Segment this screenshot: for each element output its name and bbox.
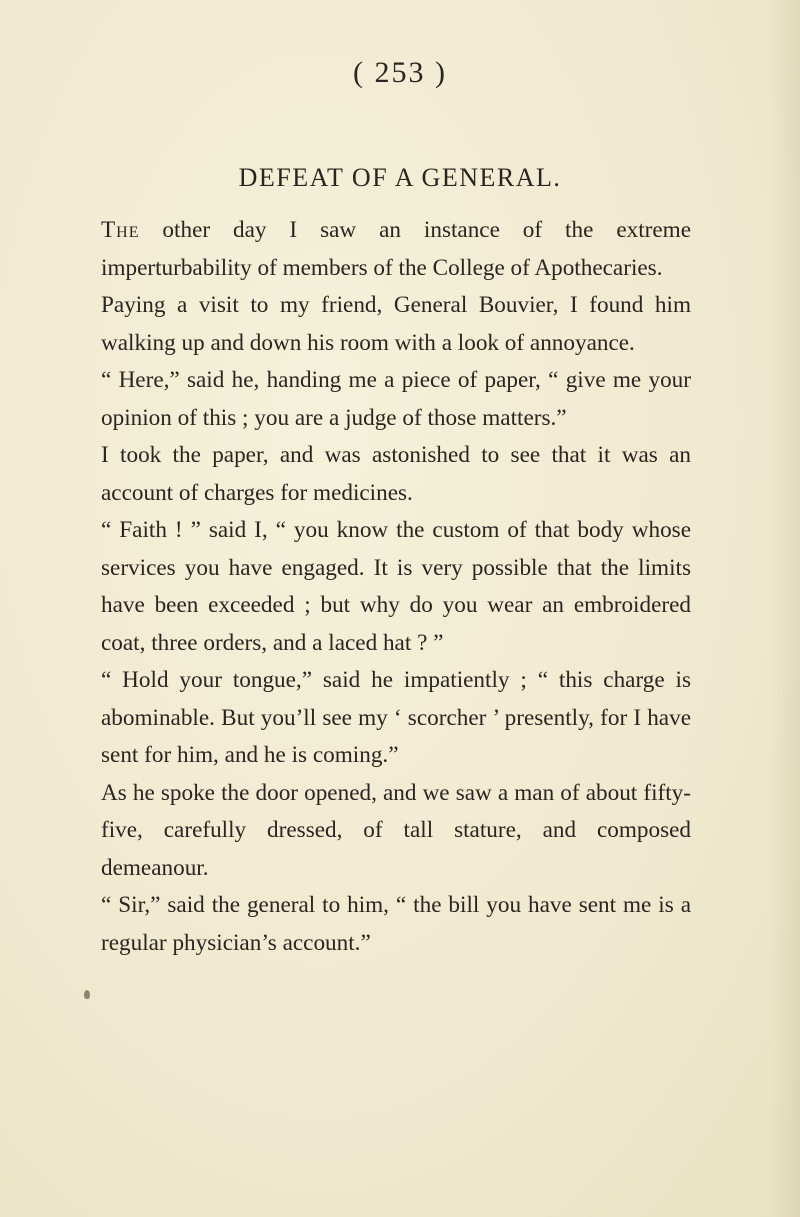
paragraph-lead: The xyxy=(101,217,140,243)
paragraph-text: other day I saw an instance of the extreme imperturbability of members of the College of Apothecaries. xyxy=(101,217,691,281)
paragraph xyxy=(101,212,691,287)
paragraph: “ Hold your tongue,” said he impatiently ; “ this charge is abominable. But you’ll see my ‘ scorcher ’ presently, for I have sent for him, and he is coming.” xyxy=(101,667,691,768)
body-text xyxy=(101,212,691,962)
paragraph: As he spoke the door opened, and we saw a man of about fifty-five, carefully dressed, of tall stature, and composed demeanour. xyxy=(101,779,691,881)
ink-blot xyxy=(84,990,90,999)
page-number: ( 253 ) xyxy=(353,56,447,89)
paragraph: “ Faith ! ” said I, “ you know the custom of that body whose services you have engaged. It is very possible that the limits have been exceeded ; but why do you wear an embroidered coat, three orders, and a laced hat ? ” xyxy=(101,517,691,656)
paragraph: “ Here,” said he, handing me a piece of paper, “ give me your opinion of this ; you are a judge of those matters.” xyxy=(101,367,691,431)
paragraph: I took the paper, and was astonished to see that it was an account of charges for medicines. xyxy=(101,442,691,506)
chapter-title: DEFEAT OF A GENERAL. xyxy=(238,163,562,192)
paragraph: “ Sir,” said the general to him, “ the bill you have sent me is a regular physician’s account.” xyxy=(101,892,691,956)
paragraph: Paying a visit to my friend, General Bouvier, I found him walking up and down his room with a look of annoyance. xyxy=(101,292,691,356)
